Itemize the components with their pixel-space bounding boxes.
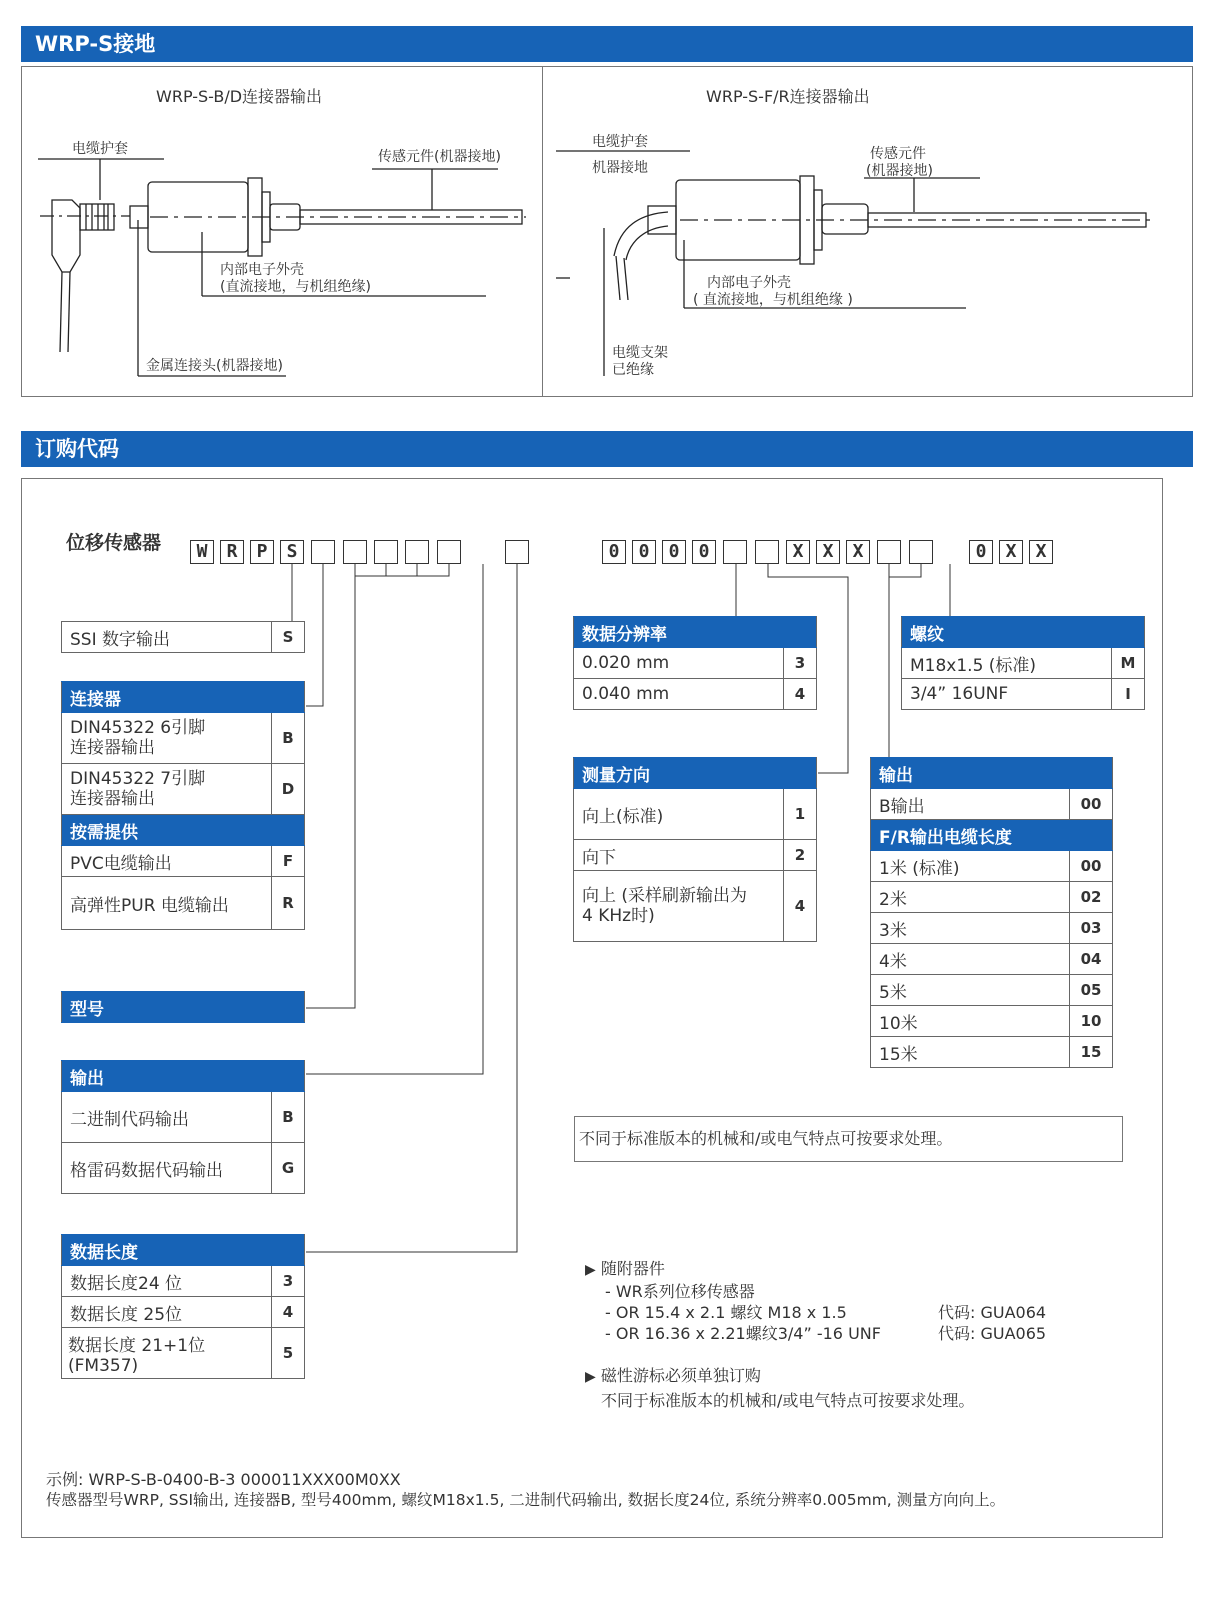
right-sensing-label-1: 传感元件 — [870, 146, 926, 162]
option-code: 03 — [1070, 913, 1113, 944]
accessory-code: 代码: GUA065 — [938, 1324, 1047, 1343]
accessories-title-row — [585, 1256, 665, 1279]
left-cable-sheath-label: 电缆护套 — [72, 141, 128, 157]
option-label: 4米 — [871, 944, 1070, 975]
option-label: 2米 — [871, 882, 1070, 913]
table-row — [871, 975, 1113, 1006]
option-code: B — [272, 1092, 305, 1143]
thread-table — [901, 616, 1145, 710]
code-box — [877, 540, 901, 564]
option-code: G — [272, 1143, 305, 1194]
option-label: DIN45322 6引脚 — [70, 718, 206, 738]
code-box: X — [816, 540, 840, 564]
connector-header: 连接器 — [62, 682, 305, 713]
option-label: 高弹性PUR 电缆输出 — [62, 877, 272, 930]
code-box — [405, 540, 429, 564]
code-box — [909, 540, 933, 564]
table-row — [871, 913, 1113, 944]
code-box: P — [250, 540, 274, 564]
code-box: 0 — [662, 540, 686, 564]
right-sensing-label-2: (机器接地) — [866, 163, 933, 179]
option-code: M — [1112, 648, 1145, 679]
left-housing-label-1: 内部电子外壳 — [220, 262, 304, 278]
left-diagram-caption: WRP-S-B/D连接器输出 — [156, 87, 323, 106]
output-header: 输出 — [871, 758, 1113, 789]
direction-table — [573, 757, 817, 942]
option-code: F — [272, 846, 305, 877]
resolution-header: 数据分辨率 — [574, 617, 817, 648]
accessory-item: - OR 15.4 x 2.1 螺纹 M18 x 1.5 — [605, 1303, 847, 1322]
code-box: 0 — [632, 540, 656, 564]
code-box: 0 — [602, 540, 626, 564]
option-code: 4 — [784, 679, 817, 710]
code-box — [755, 540, 779, 564]
triangle-bullet-icon: ▶ — [585, 1369, 596, 1385]
right-diagram-caption: WRP-S-F/R连接器输出 — [706, 87, 870, 106]
model-table — [61, 991, 305, 1023]
option-code: I — [1112, 679, 1145, 710]
table-row — [574, 679, 817, 710]
option-label: PVC电缆输出 — [62, 846, 272, 877]
ssi-table — [61, 621, 305, 653]
code-box: X — [999, 540, 1023, 564]
data-length-table — [61, 1234, 305, 1379]
option-code: D — [272, 764, 305, 815]
on-demand-header: 按需提供 — [62, 815, 305, 846]
option-label: 向上 (采样刷新输出为 — [582, 886, 748, 906]
right-machine-ground-label: 机器接地 — [592, 160, 648, 176]
option-code: 00 — [1070, 851, 1113, 882]
table-row — [62, 877, 305, 930]
option-code: 4 — [784, 871, 817, 942]
output-table — [870, 757, 1113, 1068]
code-box — [374, 540, 398, 564]
table-row — [574, 648, 817, 679]
option-label: 连接器输出 — [70, 738, 155, 758]
direction-header: 测量方向 — [574, 758, 817, 789]
table-row — [871, 944, 1113, 975]
right-cable-support-label-1: 电缆支架 — [612, 345, 668, 361]
option-label: DIN45322 7引脚 — [70, 769, 206, 789]
nonstandard-note-box: 不同于标准版本的机械和/或电气特点可按要求处理。 — [574, 1116, 1123, 1162]
option-code: 2 — [784, 840, 817, 871]
grounding-diagrams — [0, 0, 1215, 400]
table-row — [574, 871, 817, 942]
cable-length-header: F/R输出电缆长度 — [871, 820, 1113, 851]
code-box — [505, 540, 529, 564]
triangle-bullet-icon: ▶ — [585, 1262, 596, 1278]
option-code: 5 — [272, 1328, 305, 1379]
option-code: 10 — [1070, 1006, 1113, 1037]
table-row — [62, 846, 305, 877]
option-code: R — [272, 877, 305, 930]
magnet-note: 不同于标准版本的机械和/或电气特点可按要求处理。 — [601, 1391, 975, 1410]
option-label: 10米 — [871, 1006, 1070, 1037]
output-type-header: 输出 — [62, 1061, 305, 1092]
option-code: 3 — [272, 1266, 305, 1297]
table-row — [62, 1328, 305, 1379]
option-label: 0.020 mm — [574, 648, 784, 679]
magnet-title: 磁性游标必须单独订购 — [600, 1366, 761, 1385]
option-label: 3/4” 16UNF — [902, 679, 1112, 710]
code-box: X — [846, 540, 870, 564]
option-label: 二进制代码输出 — [62, 1092, 272, 1143]
option-code: 4 — [272, 1297, 305, 1328]
option-label: 数据长度24 位 — [62, 1266, 272, 1297]
code-box: 0 — [692, 540, 716, 564]
table-row — [574, 789, 817, 840]
table-row — [871, 1006, 1113, 1037]
code-box: 0 — [969, 540, 993, 564]
resolution-table — [573, 616, 817, 710]
option-label: 数据长度 25位 — [62, 1297, 272, 1328]
option-label: 5米 — [871, 975, 1070, 1006]
output-type-table — [61, 1060, 305, 1194]
ssi-label: SSI 数字输出 — [62, 622, 272, 653]
magnet-title-row — [585, 1363, 761, 1386]
table-row — [62, 1092, 305, 1143]
accessory-code: 代码: GUA064 — [938, 1303, 1047, 1322]
right-housing-label-1: 内部电子外壳 — [707, 275, 791, 291]
option-label: 0.040 mm — [574, 679, 784, 710]
code-box — [437, 540, 461, 564]
option-label: 4 KHz时) — [582, 906, 655, 926]
table-row — [62, 1297, 305, 1328]
table-row — [62, 1143, 305, 1194]
table-row — [871, 882, 1113, 913]
code-box: X — [786, 540, 810, 564]
code-box: W — [190, 540, 214, 564]
option-label: 向下 — [574, 840, 784, 871]
table-row — [62, 713, 305, 764]
table-row — [574, 840, 817, 871]
table-row — [871, 789, 1113, 820]
code-box: S — [280, 540, 304, 564]
connector-table — [61, 681, 305, 930]
model-header: 型号 — [62, 992, 305, 1023]
data-length-header: 数据长度 — [62, 1235, 305, 1266]
option-code: 00 — [1070, 789, 1113, 820]
option-code: 04 — [1070, 944, 1113, 975]
option-label: 3米 — [871, 913, 1070, 944]
option-label: 连接器输出 — [70, 789, 155, 809]
section-title-grounding: WRP-S接地 — [21, 26, 1193, 62]
code-box — [343, 540, 367, 564]
option-code: 3 — [784, 648, 817, 679]
option-code: 02 — [1070, 882, 1113, 913]
right-cable-support-label-2: 已绝缘 — [612, 362, 654, 378]
ssi-code: S — [272, 622, 305, 653]
table-row — [871, 851, 1113, 882]
code-box — [311, 540, 335, 564]
table-row — [902, 679, 1145, 710]
right-housing-label-2: ( 直流接地，与机组绝缘 ) — [693, 292, 853, 308]
accessory-item: - OR 16.36 x 2.21螺纹3/4” -16 UNF — [605, 1324, 881, 1343]
table-row — [902, 648, 1145, 679]
code-box: R — [220, 540, 244, 564]
option-code: 15 — [1070, 1037, 1113, 1068]
example-line-1: 示例: WRP-S-B-0400-B-3 000011XXX00M0XX — [46, 1470, 401, 1489]
left-housing-label-2: (直流接地，与机组绝缘) — [220, 279, 371, 295]
option-code: B — [272, 713, 305, 764]
option-code: 05 — [1070, 975, 1113, 1006]
table-row — [62, 764, 305, 815]
table-row — [62, 1266, 305, 1297]
right-cable-sheath-label: 电缆护套 — [592, 134, 648, 150]
section-title-ordering-code: 订购代码 — [21, 431, 1193, 467]
code-box: X — [1029, 540, 1053, 564]
option-code: 1 — [784, 789, 817, 840]
option-label: 格雷码数据代码输出 — [62, 1143, 272, 1194]
left-metal-connector-label: 金属连接头(机器接地) — [146, 358, 283, 374]
option-label: M18x1.5 (标准) — [902, 648, 1112, 679]
option-label: 15米 — [871, 1037, 1070, 1068]
option-label: B输出 — [871, 789, 1070, 820]
accessories-title: 随附器件 — [600, 1259, 665, 1278]
sensor-label: 位移传感器 — [66, 532, 162, 554]
table-row — [871, 1037, 1113, 1068]
option-label: 向上(标准) — [574, 789, 784, 840]
example-line-2: 传感器型号WRP, SSI输出, 连接器B, 型号400mm, 螺纹M18x1.5, 二进制代码输出, 数据长度24位, 系统分辨率0.005mm, 测量方向向上。 — [46, 1491, 1006, 1509]
accessory-item: - WR系列位移传感器 — [605, 1282, 755, 1301]
thread-header: 螺纹 — [902, 617, 1145, 648]
code-box — [723, 540, 747, 564]
left-sensing-element-label: 传感元件(机器接地) — [378, 149, 501, 165]
option-label: 数据长度 21+1位(FM357) — [62, 1328, 272, 1379]
option-label: 1米 (标准) — [871, 851, 1070, 882]
